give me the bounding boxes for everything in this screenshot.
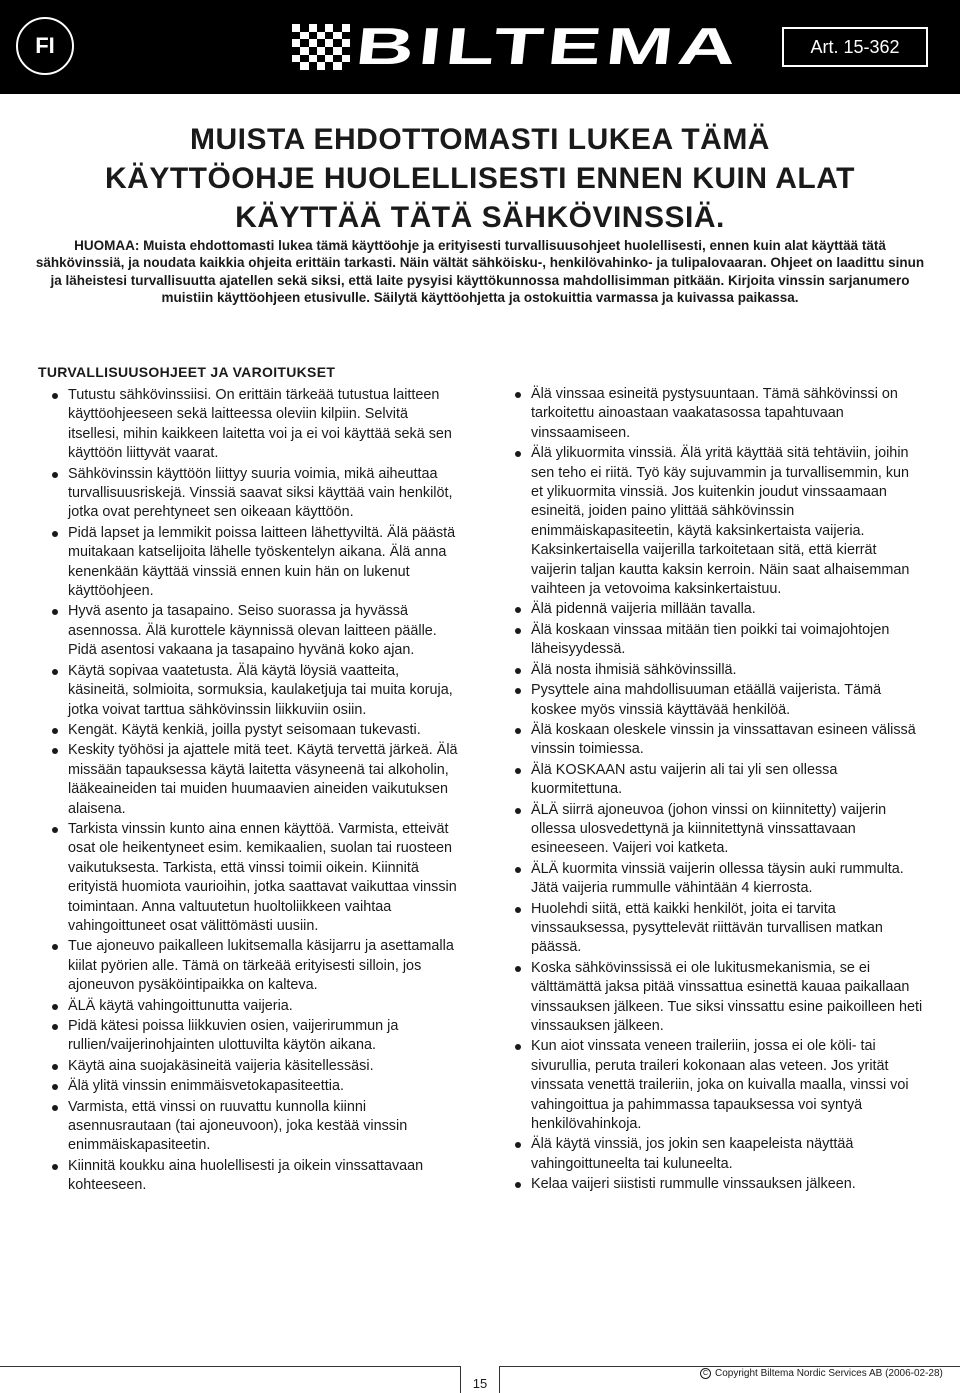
list-item: Älä nosta ihmisiä sähkövinssillä. — [513, 661, 923, 680]
list-item: Kengät. Käytä kenkiä, joilla pystyt seisomaan tukevasti. — [50, 721, 460, 740]
list-item: Älä koskaan oleskele vinssin ja vinssattavan esineen välissä vinssin toimiessa. — [513, 721, 923, 760]
page-headline: MUISTA EHDOTTOMASTI LUKEA TÄMÄ KÄYTTÖOHJE HUOLELLISESTI ENNEN KUIN ALAT KÄYTTÄÄ TÄTÄ SÄHKÖVINSSIÄ. — [104, 123, 856, 234]
list-item: Pidä kätesi poissa liikkuvien osien, vaijerirummun ja rullien/vaijerinohjainten ulottuvilta käytön aikana. — [50, 1017, 460, 1056]
copyright-icon: C — [700, 1368, 711, 1379]
footer-rule-right — [500, 1366, 960, 1367]
list-item: Hyvä asento ja tasapaino. Seiso suorassa ja hyvässä asennossa. Älä kurottele käynnissä olevan laitteen päälle. Pidä asentosi vakaana ja tasapaino hyvänä koko ajan. — [50, 602, 460, 660]
header-bar — [0, 0, 960, 94]
list-item: Älä KOSKAAN astu vaijerin ali tai yli sen ollessa kuormitettuna. — [513, 761, 923, 800]
checkered-flag-icon — [292, 24, 350, 70]
list-item: Pysyttele aina mahdollisuuman etäällä vaijerista. Tämä koskee myös vinssiä käyttävää henkilöä. — [513, 681, 923, 720]
brand-wordmark: BILTEMA — [352, 18, 744, 76]
list-item: Pidä lapset ja lemmikit poissa laitteen lähettyviltä. Älä päästä muitakaan katselijoita lähelle työskentelyn aikana. Älä anna kenenkään käyttää vinssiä ennen kuin hän on lukenut käyttöohjeen. — [50, 524, 460, 602]
list-item: Tue ajoneuvo paikalleen lukitsemalla käsijarru ja asettamalla kiilat pyörien alle. Tämä on tärkeää erityisesti silloin, jos ajoneuvon pysäköintipaikka on kalteva. — [50, 937, 460, 995]
language-badge: FI — [16, 17, 74, 75]
copyright-text: Copyright Biltema Nordic Services AB (2006-02-28) — [715, 1368, 943, 1379]
list-item: Älä vinssaa esineitä pystysuuntaan. Tämä sähkövinssi on tarkoitettu ainoastaan vaakatasossa tapahtuvaan vinssaamiseen. — [513, 385, 923, 443]
list-item: Kelaa vaijeri siististi rummulle vinssauksen jälkeen. — [513, 1175, 923, 1194]
brand-logo — [292, 18, 744, 76]
list-item: ÄLÄ siirrä ajoneuvoa (johon vinssi on kiinnitetty) vaijerin ollessa ulosvedettynä ja kiinnitettynä vinssattavaan esineeseen. Vaijeri voi katketa. — [513, 801, 923, 859]
list-item: Huolehdi siitä, että kaikki henkilöt, joita ei tarvita vinssauksessa, pysyttelevät riittävän turvallisen matkan päässä. — [513, 900, 923, 958]
intro-notice: HUOMAA: Muista ehdottomasti lukea tämä käyttöohje ja erityisesti turvallisuusohjeet huolellisesti, ennen kuin alat käyttää tätä sähkövinssiä, ja noudata kaikkia ohjeita erittäin tarkasti. Näin vältät sähköisku-, henkilövahinko- ja tulipalovaaran. Ohjeet on laadittu sinun ja läheistesi turvallisuutta ajatellen sekä siksi, että laite pysyisi käyttökunnossa mahdollisimman pitkään. Kirjoita vinssin sarjanumero muistiin käyttöohjeen etusivulle. Säilytä käyttöohjetta ja ostokuittia varmassa ja kuivassa paikassa. — [35, 238, 925, 305]
list-item: Sähkövinssin käyttöön liittyy suuria voimia, mikä aiheuttaa turvallisuusriskejä. Vinssiä saavat siksi käyttää vain henkilöt, jotka ovat perehtyneet sen oikeaan käyttöön. — [50, 465, 460, 523]
list-item: Älä käytä vinssiä, jos jokin sen kaapeleista näyttää vahingoittuneelta tai kuluneelta. — [513, 1135, 923, 1174]
left-instruction-list — [50, 386, 460, 1197]
list-item: ÄLÄ kuormita vinssiä vaijerin ollessa täysin auki rummulta. Jätä vaijeria rummulle vähintään 4 kierrosta. — [513, 860, 923, 899]
list-item: Keskity työhösi ja ajattele mitä teet. Käytä tervettä järkeä. Älä missään tapauksessa käytä laitetta väsyneenä tai alkoholin, lääkeaineiden tai muiden huumaavien aineiden vaikutuksen alaisena. — [50, 741, 460, 819]
list-item: Kun aiot vinssata veneen traileriin, jossa ei ole köli- tai sivurullia, peruta traileri kokonaan alas veteen. Jos yrität vinssata venettä traileriin, joka on kuivalla maalla, vinssi voi vahingoittua ja pahimmassa tapauksessa voi syntyä henkilövahinkoja. — [513, 1037, 923, 1134]
list-item: Tutustu sähkövinssiisi. On erittäin tärkeää tutustua laitteen käyttöohjeeseen sekä laitteessa oleviin kilpiin. Selvitä itsellesi, mihin kaikkeen laitetta voi ja ei voi käyttää sekä sen käyttöön liittyvät vaarat. — [50, 386, 460, 464]
article-number: Art. 15-362 — [782, 27, 928, 67]
list-item: Älä koskaan vinssaa mitään tien poikki tai voimajohtojen läheisyydessä. — [513, 621, 923, 660]
list-item: Käytä sopivaa vaatetusta. Älä käytä löysiä vaatteita, käsineitä, solmioita, sormuksia, kaulaketjuja tai muita koruja, jotka voivat tarttua sähkövinssin liikkuviin osiin. — [50, 662, 460, 720]
list-item: Kiinnitä koukku aina huolellisesti ja oikein vinssattavaan kohteeseen. — [50, 1157, 460, 1196]
page-number: 15 — [460, 1366, 500, 1393]
list-item: ÄLÄ käytä vahingoittunutta vaijeria. — [50, 997, 460, 1016]
list-item: Käytä aina suojakäsineitä vaijeria käsitellessäsi. — [50, 1057, 460, 1076]
right-instruction-list — [513, 385, 923, 1196]
copyright-notice — [700, 1368, 943, 1379]
list-item: Älä ylitä vinssin enimmäisvetokapasiteettia. — [50, 1077, 460, 1096]
section-title: TURVALLISUUSOHJEET JA VAROITUKSET — [38, 364, 336, 380]
list-item: Älä ylikuormita vinssiä. Älä yritä käyttää sitä tehtäviin, joihin sen teho ei riitä. Työ käy sujuvammin ja turvallisemmin, kun et ylikuormita vinssiä. Jos kuitenkin joudut vinssaamaan esineitä, joiden paino ylittää sähkövinssin enimmäiskapasiteetin, käytä kaksinkertaista vaijeria. Kaksinkertaisella vaijerilla tarkoitetaan sitä, että kierrät vaijerin taljan kautta kaksin kerroin. Näin saat alhaisemman vaihteen ja vetovoima kaksinkertaistuu. — [513, 444, 923, 599]
list-item: Koska sähkövinssissä ei ole lukitusmekanismia, se ei välttämättä jaksa pitää vinssattua esinettä kauaa paikallaan vinssauksen jälkeen. Tue siksi vinssattu esine paikoilleen heti vinssauksen jälkeen. — [513, 959, 923, 1037]
footer-rule-left — [0, 1366, 460, 1367]
list-item: Älä pidennä vaijeria millään tavalla. — [513, 600, 923, 619]
list-item: Tarkista vinssin kunto aina ennen käyttöä. Varmista, etteivät osat ole heikentyneet esim. kemikaalien, suolan tai ruosteen vaikutuksesta. Tarkista, että vinssi toimii oikein. Kiinnitä erityistä huomiota vaurioihin, jotka saattavat vaikuttaa vinssin toimintaan. Anna valtuutetun huoltoliikkeen vaihtaa vahingoittuneet osat välittömästi uusiin. — [50, 820, 460, 936]
list-item: Varmista, että vinssi on ruuvattu kunnolla kiinni asennusrautaan (tai ajoneuvoon), joka kestää vinssin enimmäiskapasiteetin. — [50, 1098, 460, 1156]
